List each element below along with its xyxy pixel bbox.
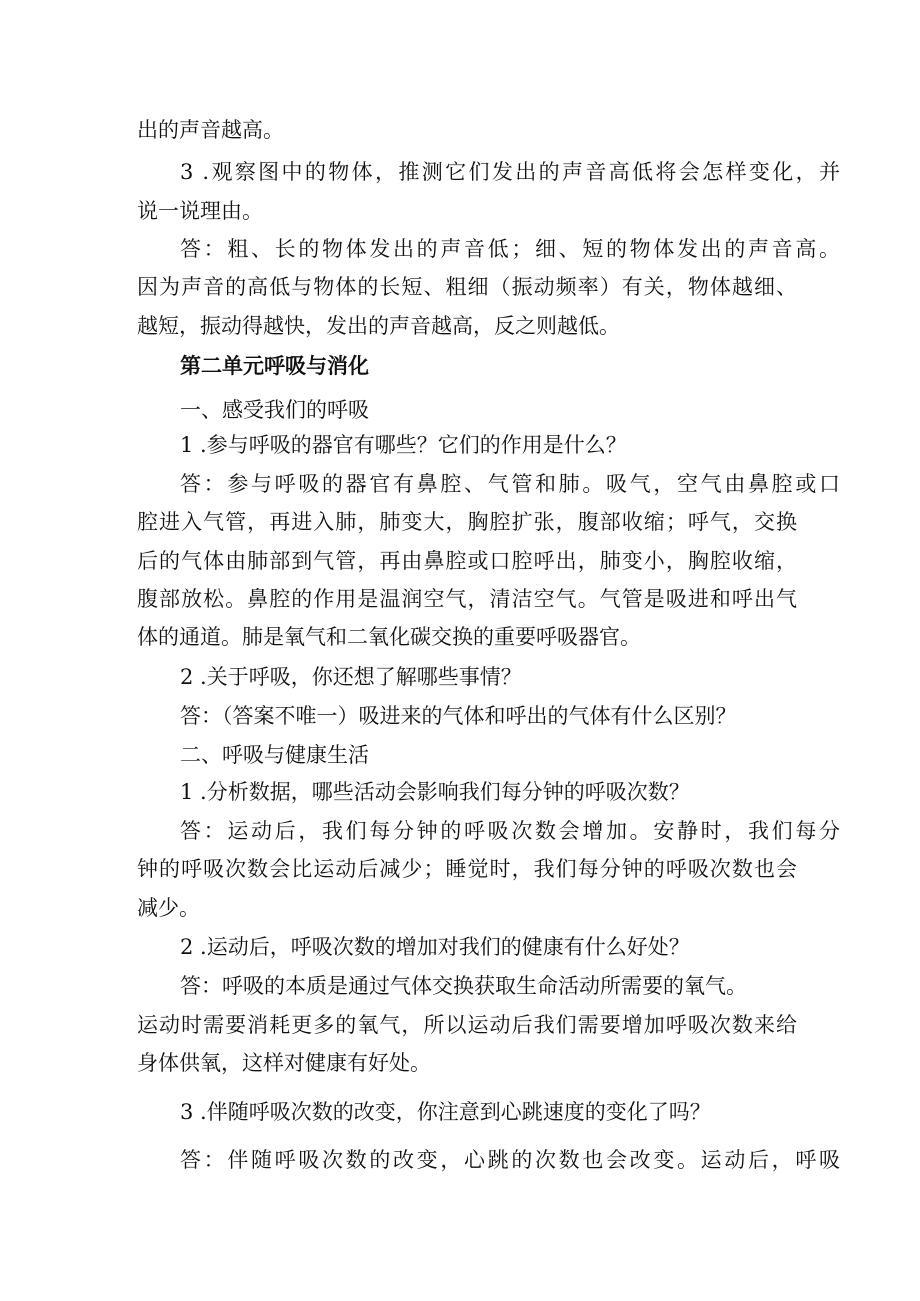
text-line: 钟的呼吸次数会比运动后减少；睡觉时，我们每分钟的呼吸次数也会 <box>137 857 797 881</box>
answer-line: 答：运动后，我们每分钟的呼吸次数会增加。安静时，我们每分 <box>180 819 840 843</box>
answer-line: 答：伴随呼吸次数的改变，心跳的次数也会改变。运动后，呼吸 <box>180 1148 840 1172</box>
text-line: 腹部放松。鼻腔的作用是温润空气，清洁空气。气管是吸进和呼出气 <box>137 587 797 611</box>
question-line: 3 .观察图中的物体，推测它们发出的声音高低将会怎样变化，并 <box>180 160 840 184</box>
answer-line: 答：参与呼吸的器官有鼻腔、气管和肺。吸气，空气由鼻腔或口 <box>180 472 840 496</box>
text-line: 后的气体由肺部到气管，再由鼻腔或口腔呼出，肺变小，胸腔收缩， <box>137 549 797 573</box>
text-line: 体的通道。肺是氧气和二氧化碳交换的重要呼吸器官。 <box>137 625 641 649</box>
text-line: 运动时需要消耗更多的氧气，所以运动后我们需要增加呼吸次数来给 <box>137 1013 797 1037</box>
question-line: 2 .关于呼吸，你还想了解哪些事情？ <box>180 665 522 689</box>
text-line: 身体供氧，这样对健康有好处。 <box>137 1051 431 1075</box>
section-heading: 第二单元呼吸与消化 <box>180 353 369 378</box>
answer-line: 答：（答案不唯一）吸进来的气体和呼出的气体有什么区别？ <box>180 704 737 728</box>
question-line: 3 .伴随呼吸次数的改变，你注意到心跳速度的变化了吗？ <box>180 1100 711 1124</box>
text-line: 因为声音的高低与物体的长短、粗细（振动频率）有关，物体越细、 <box>137 275 797 299</box>
question-line: 1 .参与呼吸的器官有哪些？它们的作用是什么？ <box>180 433 627 457</box>
text-line: 减少。 <box>137 896 200 920</box>
question-line: 1 .分析数据，哪些活动会影响我们每分钟的呼吸次数？ <box>180 780 690 804</box>
subsection-heading: 二、呼吸与健康生活 <box>180 743 369 767</box>
subsection-heading: 一、感受我们的呼吸 <box>180 398 369 422</box>
text-line: 说一说理由。 <box>137 199 263 223</box>
answer-line: 答：呼吸的本质是通过气体交换获取生命活动所需要的氧气。 <box>180 974 747 998</box>
text-line: 越短，振动得越快，发出的声音越高，反之则越低。 <box>137 314 620 338</box>
question-line: 2 .运动后，呼吸次数的增加对我们的健康有什么好处？ <box>180 935 690 959</box>
answer-line: 答：粗、长的物体发出的声音低；细、短的物体发出的声音高。 <box>180 237 840 261</box>
text-line: 出的声音越高。 <box>137 118 284 142</box>
text-line: 腔进入气管，再进入肺，肺变大，胸腔扩张，腹部收缩；呼气，交换 <box>137 510 797 534</box>
